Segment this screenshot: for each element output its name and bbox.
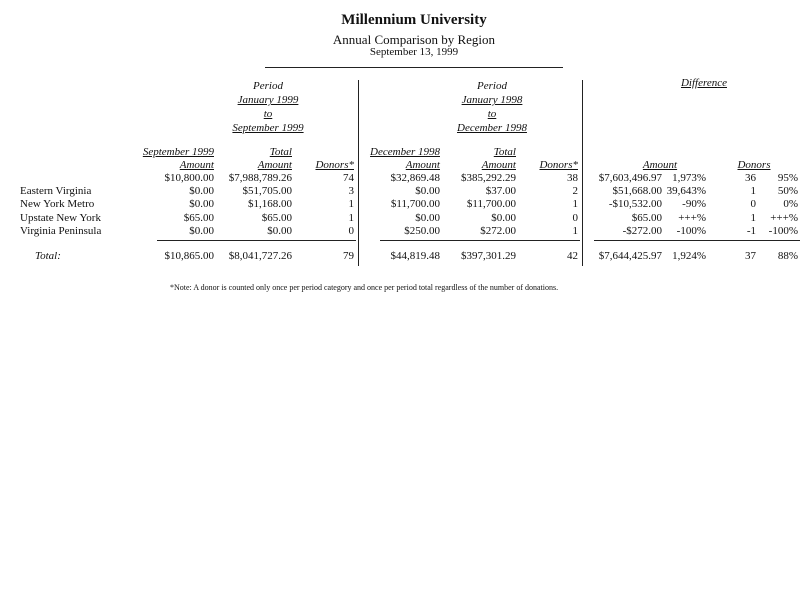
- period1-to: to: [263, 108, 273, 120]
- table-cell: $11,700.00: [390, 198, 440, 211]
- footnote: *Note: A donor is counted only once per period category and once per period total regardless of the number of donations.: [170, 283, 559, 292]
- table-cell: 1: [750, 211, 756, 224]
- table-cell: $65.00: [183, 211, 214, 224]
- table-cell: 1: [348, 211, 354, 224]
- table-cell: $65.00: [261, 211, 292, 224]
- table-cell: +++%: [770, 211, 798, 224]
- col-diff-amount-header: Amount: [642, 159, 678, 171]
- table-cell: 1: [572, 224, 578, 237]
- period1-header: [218, 79, 318, 135]
- region-cell: New York Metro: [20, 198, 95, 211]
- table-cell: 0%: [783, 198, 798, 211]
- period2-end: December 1998: [457, 122, 527, 134]
- table-cell: 39,643%: [666, 185, 706, 198]
- table-cell: 2: [572, 185, 578, 198]
- total-c7: $7,644,425.97: [598, 250, 662, 262]
- table-cell: $1,168.00: [248, 198, 292, 211]
- table-cell: $51,668.00: [612, 185, 662, 198]
- report-subtitle: Annual Comparison by Region: [332, 32, 496, 47]
- col-dec1998-header: [364, 146, 440, 172]
- total-c1: $10,865.00: [164, 250, 214, 262]
- total-c4: $44,819.48: [390, 250, 440, 262]
- table-cell: 3: [348, 185, 354, 198]
- table-cell: 1,973%: [672, 172, 706, 184]
- total-rule-3: [594, 240, 800, 241]
- table-cell: $51,705.00: [242, 185, 292, 198]
- region-cell: Eastern Virginia: [20, 185, 92, 198]
- period1-start: January 1999: [237, 94, 299, 106]
- table-cell: $7,603,496.97: [598, 172, 662, 184]
- table-cell: $0.00: [189, 198, 214, 211]
- period1-label: Period: [253, 80, 283, 92]
- col-sep1999-amount: Amount: [179, 159, 214, 171]
- table-cell: 0: [750, 198, 756, 211]
- table-cell: $0.00: [415, 211, 440, 224]
- col-total2-header: [456, 146, 516, 172]
- region-cell: Virginia Peninsula: [20, 224, 102, 237]
- period2-start: January 1998: [461, 94, 523, 106]
- table-cell: 0: [348, 224, 354, 237]
- table-cell: 1: [750, 185, 756, 198]
- table-cell: -100%: [768, 224, 798, 237]
- table-cell: $0.00: [267, 224, 292, 237]
- col-diff-donors-header: Donors: [737, 159, 771, 171]
- period2-to: to: [487, 108, 497, 120]
- col-sep1999-header: [138, 146, 214, 172]
- table-cell: $385,292.29: [461, 172, 516, 184]
- table-cell: $0.00: [189, 185, 214, 198]
- title-rule: [265, 67, 563, 68]
- table-cell: $0.00: [415, 185, 440, 198]
- table-cell: $11,700.00: [466, 198, 516, 211]
- period2-header: [442, 79, 542, 135]
- total-rule-2: [380, 240, 580, 241]
- table-cell: 1: [348, 198, 354, 211]
- total-rule-1: [157, 240, 356, 241]
- col-donors2-header: Donors*: [539, 159, 578, 171]
- separator-1: [358, 80, 359, 266]
- col-dec1998-label: December 1998: [370, 146, 440, 158]
- col-dec1998-amount: Amount: [405, 159, 440, 171]
- table-cell: $10,800.00: [164, 172, 214, 184]
- table-cell: $37.00: [485, 185, 516, 198]
- total-c8: 37: [745, 250, 756, 262]
- table-cell: 50%: [777, 185, 798, 198]
- table-cell: $250.00: [404, 224, 440, 237]
- report-title: Millennium University: [341, 12, 487, 28]
- table-cell: $0.00: [491, 211, 516, 224]
- region-cell: Upstate New York: [20, 211, 101, 224]
- table-cell: $7,988,789.26: [228, 172, 292, 184]
- col-total1-header: [232, 146, 292, 172]
- table-cell: 0: [572, 211, 578, 224]
- table-cell: 1: [572, 198, 578, 211]
- period1-end: September 1999: [232, 122, 304, 134]
- col-total2-label: Total: [493, 146, 516, 158]
- col-total2-amount: Amount: [481, 159, 516, 171]
- col-total1-label: Total: [269, 146, 292, 158]
- period2-label: Period: [477, 80, 507, 92]
- table-cell: -100%: [676, 224, 706, 237]
- total-c7p: 1,924%: [672, 250, 706, 262]
- total-c2: $8,041,727.26: [228, 250, 292, 262]
- total-c6: 42: [567, 250, 578, 262]
- table-cell: 38: [567, 172, 578, 184]
- report-date: September 13, 1999: [369, 46, 459, 58]
- total-c8p: 88%: [777, 250, 798, 262]
- table-cell: $0.00: [189, 224, 214, 237]
- table-cell: -1: [746, 224, 756, 237]
- col-total1-amount: Amount: [257, 159, 292, 171]
- table-cell: 95%: [777, 172, 798, 184]
- difference-header: Difference: [680, 77, 727, 89]
- table-cell: -$272.00: [622, 224, 662, 237]
- total-label: Total:: [35, 250, 61, 262]
- table-cell: $272.00: [480, 224, 516, 237]
- col-donors1-header: Donors*: [315, 159, 354, 171]
- total-c3: 79: [343, 250, 354, 262]
- table-cell: -$10,532.00: [608, 198, 662, 211]
- table-cell: 36: [745, 172, 756, 184]
- table-cell: $65.00: [631, 211, 662, 224]
- table-cell: $32,869.48: [390, 172, 440, 184]
- table-cell: -90%: [682, 198, 706, 211]
- table-cell: 74: [343, 172, 354, 184]
- col-sep1999-label: September 1999: [142, 146, 214, 158]
- table-cell: +++%: [678, 211, 706, 224]
- total-c5: $397,301.29: [461, 250, 516, 262]
